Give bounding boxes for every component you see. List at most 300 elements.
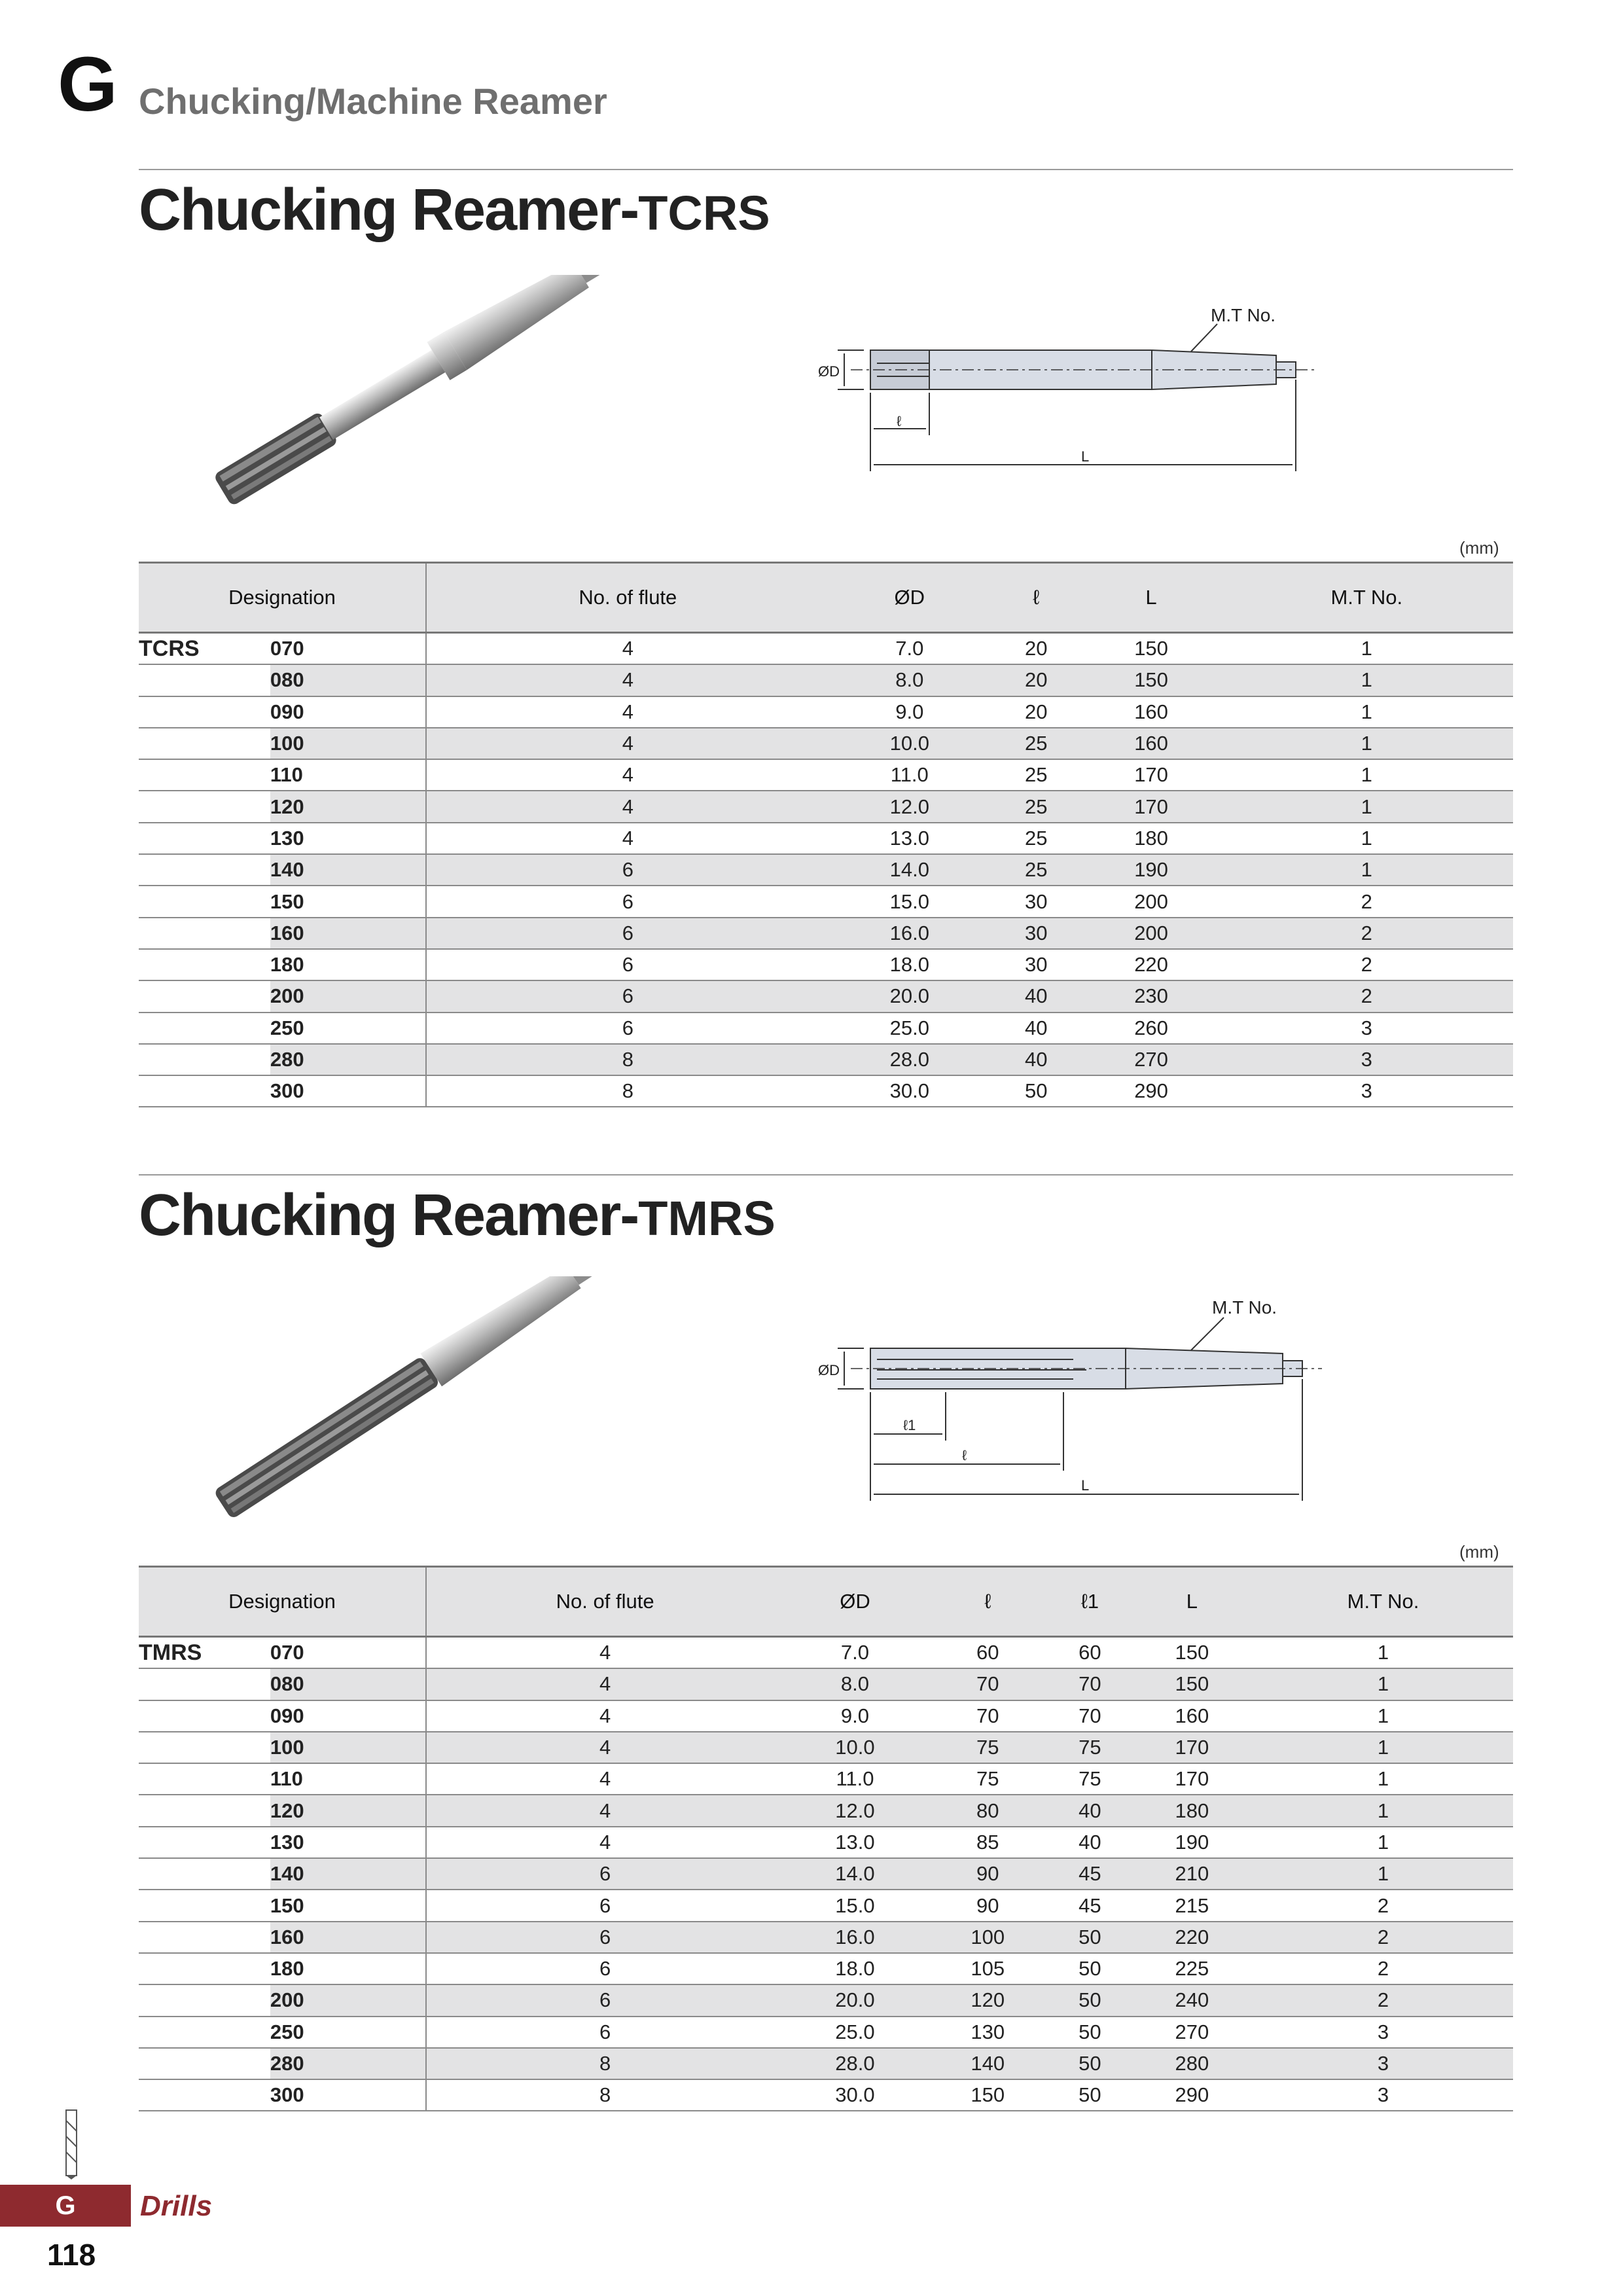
table-row (139, 2048, 1513, 2079)
table-row (139, 1858, 1513, 1890)
series-label (139, 1858, 270, 1890)
table-cell: 120 (927, 1984, 1049, 2016)
table-cell: 15.0 (835, 1893, 875, 1917)
table-row (139, 1732, 1513, 1763)
designation-code: 160 (270, 918, 426, 949)
table-cell: 105 (971, 1957, 1005, 1981)
series-label (139, 2017, 270, 2048)
table-cell: 4 (426, 664, 829, 696)
table-cell: 30.0 (889, 1079, 929, 1103)
table-cell: 4 (426, 1732, 783, 1763)
designation-code: 180 (270, 1953, 426, 1984)
table-cell: 18.0 (889, 953, 929, 977)
table-cell: 230 (1082, 980, 1221, 1012)
series-label (139, 949, 270, 980)
table-cell: 30 (1024, 889, 1048, 913)
footer-section-tab: G (0, 2185, 131, 2227)
table-row (139, 791, 1513, 822)
table-cell: 1 (1361, 700, 1372, 723)
table-row (139, 918, 1513, 949)
tmrs-col-flutes: No. of flute (426, 1567, 783, 1637)
table-cell: 2 (1361, 889, 1372, 913)
table-cell: 1 (1253, 1668, 1513, 1700)
table-cell: 2 (1377, 1893, 1389, 1917)
tmrs-title-main: Chucking Reamer- (139, 1183, 639, 1248)
tmrs-spec-table (139, 1566, 1513, 2111)
designation-code: 280 (270, 1044, 426, 1075)
table-cell: 4 (599, 1830, 611, 1854)
table-cell: 4 (426, 1795, 783, 1826)
tmrs-col-diameter: ØD (783, 1567, 926, 1637)
table-cell: 50 (1049, 2048, 1131, 2079)
table-cell: 9.0 (840, 1704, 870, 1727)
table-cell: 85 (976, 1830, 999, 1854)
table-cell: 6 (622, 953, 633, 977)
table-cell: 225 (1175, 1957, 1209, 1981)
series-label (139, 759, 270, 791)
tcrs-col-flutes: No. of flute (426, 563, 829, 633)
tmrs-diagram-l1-label: ℓ1 (903, 1417, 916, 1433)
table-cell: 215 (1175, 1893, 1209, 1917)
table-cell: 190 (1175, 1830, 1209, 1854)
table-cell: 240 (1131, 1984, 1253, 2016)
tcrs-diagram-l-label: ℓ (897, 413, 902, 429)
table-cell: 160 (1082, 728, 1221, 759)
tcrs-col-diameter: ØD (829, 563, 990, 633)
table-row (139, 728, 1513, 759)
designation-code: 180 (270, 949, 426, 980)
table-cell: 25.0 (889, 1016, 929, 1039)
table-cell: 1 (1361, 826, 1372, 850)
table-cell: 6 (426, 918, 829, 949)
table-cell: 70 (976, 1704, 999, 1727)
table-cell: 4 (622, 826, 633, 850)
table-cell: 6 (426, 1984, 783, 2016)
series-label (139, 1013, 270, 1044)
designation-code: 080 (270, 664, 426, 696)
table-cell: 1 (1377, 1641, 1389, 1664)
series-label (139, 1984, 270, 2016)
designation-code: 250 (270, 2017, 426, 2048)
table-cell: 270 (1082, 1044, 1221, 1075)
table-cell: 7.0 (895, 637, 924, 660)
table-cell: 75 (927, 1732, 1049, 1763)
table-cell: 45 (1049, 1858, 1131, 1890)
table-cell: 180 (1134, 826, 1168, 850)
table-row (139, 1984, 1513, 2016)
table-cell: 1 (1253, 1795, 1513, 1826)
table-cell: 20.0 (783, 1984, 926, 2016)
table-row (139, 1890, 1513, 1921)
tmrs-diagram-l-label: ℓ (962, 1447, 967, 1463)
table-cell: 13.0 (835, 1830, 875, 1854)
table-cell: 6 (599, 1893, 611, 1917)
table-cell: 130 (971, 2020, 1005, 2043)
designation-code: 070 (270, 633, 426, 665)
series-label (139, 2048, 270, 2079)
table-cell: 50 (1024, 1079, 1048, 1103)
table-cell: 40 (1079, 1830, 1101, 1854)
table-cell: 1 (1377, 1704, 1389, 1727)
table-row (139, 1827, 1513, 1858)
table-cell: 4 (599, 1767, 611, 1791)
table-cell: 8 (426, 2048, 783, 2079)
table-cell: 4 (599, 1704, 611, 1727)
table-cell: 1 (1377, 1830, 1389, 1854)
table-cell: 150 (1134, 637, 1168, 660)
table-cell: 270 (1175, 2020, 1209, 2043)
tmrs-col-mt-no: M.T No. (1253, 1567, 1513, 1637)
table-cell: 20 (1024, 700, 1048, 723)
table-row (139, 886, 1513, 917)
tcrs-dimension-diagram (812, 298, 1335, 478)
series-label (139, 1922, 270, 1953)
designation-code: 120 (270, 791, 426, 822)
table-cell: 40 (1049, 1795, 1131, 1826)
tcrs-col-mt-no: M.T No. (1221, 563, 1513, 633)
table-cell: 140 (927, 2048, 1049, 2079)
table-cell: 2 (1253, 1922, 1513, 1953)
tcrs-diagram-d-label: ØD (818, 363, 840, 380)
table-cell: 25 (990, 854, 1082, 886)
designation-code: 150 (270, 886, 426, 917)
table-cell: 2 (1377, 1957, 1389, 1981)
table-cell: 8.0 (783, 1668, 926, 1700)
table-cell: 4 (622, 700, 633, 723)
designation-code: 160 (270, 1922, 426, 1953)
designation-code: 100 (270, 1732, 426, 1763)
table-cell: 6 (599, 1957, 611, 1981)
page-number: 118 (47, 2238, 96, 2272)
series-label (139, 1732, 270, 1763)
table-cell: 200 (1082, 918, 1221, 949)
tmrs-title (139, 1182, 776, 1249)
table-cell: 75 (976, 1767, 999, 1791)
table-row (139, 1013, 1513, 1044)
table-row (139, 2017, 1513, 2048)
series-label (139, 823, 270, 854)
designation-code: 200 (270, 1984, 426, 2016)
table-cell: 170 (1082, 791, 1221, 822)
table-cell: 280 (1131, 2048, 1253, 2079)
series-label (139, 1795, 270, 1826)
table-cell: 13.0 (889, 826, 929, 850)
table-cell: 2 (1253, 1984, 1513, 2016)
table-cell: 2 (1221, 918, 1513, 949)
section-letter: G (58, 41, 118, 128)
table-cell: 45 (1079, 1893, 1101, 1917)
table-cell: 290 (1175, 2083, 1209, 2107)
designation-code: 130 (270, 823, 426, 854)
header-divider (139, 169, 1513, 170)
table-cell: 6 (599, 2020, 611, 2043)
table-cell: 20.0 (829, 980, 990, 1012)
series-label (139, 886, 270, 917)
tcrs-col-designation: Designation (139, 563, 426, 633)
table-cell: 14.0 (783, 1858, 926, 1890)
table-row (139, 1075, 1513, 1107)
table-cell: 2 (1361, 953, 1372, 977)
table-cell: 160 (1175, 1704, 1209, 1727)
tmrs-col-overall-length: L (1131, 1567, 1253, 1637)
table-row (139, 664, 1513, 696)
designation-code: 150 (270, 1890, 426, 1921)
table-row (139, 1637, 1513, 1669)
table-cell: 3 (1221, 1044, 1513, 1075)
series-label (139, 791, 270, 822)
table-cell: 260 (1134, 1016, 1168, 1039)
series-label: TMRS (139, 1637, 270, 1669)
table-cell: 1 (1253, 1858, 1513, 1890)
tmrs-product-image (196, 1276, 641, 1538)
table-row (139, 2079, 1513, 2111)
series-label (139, 1890, 270, 1921)
table-cell: 11.0 (890, 763, 929, 787)
table-row (139, 1795, 1513, 1826)
series-label (139, 2079, 270, 2111)
table-cell: 3 (1253, 2048, 1513, 2079)
table-row (139, 633, 1513, 665)
table-cell: 3 (1377, 2083, 1389, 2107)
table-cell: 15.0 (889, 889, 929, 913)
tmrs-col-designation: Designation (139, 1567, 426, 1637)
table-cell: 30 (1024, 953, 1048, 977)
tmrs-diagram-d-label: ØD (818, 1362, 840, 1378)
table-cell: 170 (1175, 1767, 1209, 1791)
table-cell: 60 (976, 1641, 999, 1664)
designation-code: 100 (270, 728, 426, 759)
table-row (139, 1668, 1513, 1700)
series-label (139, 1700, 270, 1732)
designation-code: 090 (270, 696, 426, 728)
tcrs-title-code: TCRS (638, 186, 770, 240)
table-cell: 2 (1221, 980, 1513, 1012)
series-label (139, 1953, 270, 1984)
table-cell: 40 (990, 980, 1082, 1012)
table-row (139, 1763, 1513, 1795)
table-cell: 50 (1079, 2083, 1101, 2107)
table-cell: 50 (1049, 1922, 1131, 1953)
table-cell: 150 (1175, 1641, 1209, 1664)
table-row (139, 854, 1513, 886)
table-cell: 10.0 (783, 1732, 926, 1763)
designation-code: 130 (270, 1827, 426, 1858)
table-cell: 25 (1024, 826, 1048, 850)
table-cell: 6 (426, 1858, 783, 1890)
table-cell: 90 (976, 1893, 999, 1917)
table-cell: 4 (622, 763, 633, 787)
table-cell: 20 (1024, 637, 1048, 660)
tcrs-col-flute-length: ℓ (990, 563, 1082, 633)
table-row (139, 1700, 1513, 1732)
series-label (139, 1668, 270, 1700)
table-cell: 4 (599, 1641, 611, 1664)
table-cell: 25 (1024, 763, 1048, 787)
designation-code: 280 (270, 2048, 426, 2079)
tcrs-product-image (196, 275, 641, 524)
series-label (139, 1044, 270, 1075)
table-cell: 40 (1024, 1016, 1048, 1039)
designation-code: 200 (270, 980, 426, 1012)
table-cell: 40 (990, 1044, 1082, 1075)
table-cell: 18.0 (835, 1957, 875, 1981)
series-label (139, 854, 270, 886)
designation-code: 080 (270, 1668, 426, 1700)
table-cell: 75 (1049, 1732, 1131, 1763)
table-cell: 150 (1082, 664, 1221, 696)
table-cell: 290 (1134, 1079, 1168, 1103)
table-row (139, 1953, 1513, 1984)
table-cell: 160 (1134, 700, 1168, 723)
table-cell: 12.0 (783, 1795, 926, 1826)
table-cell: 220 (1131, 1922, 1253, 1953)
table-cell: 4 (622, 637, 633, 660)
table-cell: 8 (622, 1079, 633, 1103)
series-label (139, 980, 270, 1012)
designation-code: 300 (270, 1075, 426, 1107)
designation-code: 110 (270, 1763, 426, 1795)
table-cell: 16.0 (829, 918, 990, 949)
table-cell: 1 (1221, 854, 1513, 886)
tmrs-unit-label: (mm) (1459, 1542, 1499, 1562)
table-cell: 16.0 (783, 1922, 926, 1953)
designation-code: 090 (270, 1700, 426, 1732)
tmrs-title-code: TMRS (638, 1191, 776, 1246)
tcrs-col-overall-length: L (1082, 563, 1221, 633)
tcrs-header-row (139, 563, 1513, 633)
designation-code: 110 (270, 759, 426, 791)
table-cell: 170 (1131, 1732, 1253, 1763)
tmrs-header-row (139, 1567, 1513, 1637)
table-row (139, 759, 1513, 791)
tcrs-unit-label: (mm) (1459, 538, 1499, 558)
series-label (139, 1827, 270, 1858)
table-cell: 70 (927, 1668, 1049, 1700)
series-label (139, 664, 270, 696)
tmrs-diagram-big-l-label: L (1081, 1477, 1090, 1494)
table-cell: 20 (990, 664, 1082, 696)
table-cell: 4 (426, 791, 829, 822)
table-cell: 30.0 (835, 2083, 875, 2107)
designation-code: 300 (270, 2079, 426, 2111)
table-cell: 8.0 (829, 664, 990, 696)
table-cell: 80 (927, 1795, 1049, 1826)
table-cell: 3 (1361, 1016, 1372, 1039)
chapter-title: Chucking/Machine Reamer (139, 81, 607, 122)
designation-code: 070 (270, 1637, 426, 1669)
table-row (139, 980, 1513, 1012)
tmrs-col-flute-length-1: ℓ1 (1049, 1567, 1131, 1637)
tcrs-diagram-big-l-label: L (1081, 448, 1090, 465)
table-cell: 28.0 (829, 1044, 990, 1075)
table-cell: 12.0 (829, 791, 990, 822)
table-cell: 150 (971, 2083, 1005, 2107)
table-cell: 190 (1082, 854, 1221, 886)
tcrs-diagram-mt-label: M.T No. (1211, 305, 1276, 325)
table-cell: 3 (1377, 2020, 1389, 2043)
table-cell: 9.0 (895, 700, 924, 723)
tmrs-dimension-diagram (812, 1293, 1348, 1509)
table-cell: 180 (1131, 1795, 1253, 1826)
table-cell: 25 (990, 728, 1082, 759)
table-cell: 8 (599, 2083, 611, 2107)
table-cell: 3 (1361, 1079, 1372, 1103)
tmrs-diagram-mt-label: M.T No. (1212, 1297, 1277, 1318)
table-cell: 1 (1221, 791, 1513, 822)
table-cell: 6 (426, 1922, 783, 1953)
series-label (139, 696, 270, 728)
table-cell: 6 (426, 854, 829, 886)
tcrs-title (139, 177, 770, 244)
table-cell: 14.0 (829, 854, 990, 886)
table-cell: 1 (1221, 664, 1513, 696)
designation-code: 140 (270, 854, 426, 886)
table-cell: 75 (1079, 1767, 1101, 1791)
series-label (139, 1763, 270, 1795)
table-cell: 210 (1131, 1858, 1253, 1890)
table-cell: 100 (927, 1922, 1049, 1953)
footer-section-name: Drills (140, 2190, 213, 2222)
table-cell: 25 (990, 791, 1082, 822)
table-cell: 150 (1131, 1668, 1253, 1700)
designation-code: 250 (270, 1013, 426, 1044)
table-cell: 8 (426, 1044, 829, 1075)
drill-icon (64, 2108, 79, 2179)
table-row (139, 696, 1513, 728)
table-cell: 7.0 (840, 1641, 870, 1664)
table-cell: 60 (1079, 1641, 1101, 1664)
table-cell: 6 (622, 1016, 633, 1039)
tcrs-title-main: Chucking Reamer- (139, 177, 639, 243)
table-cell: 10.0 (829, 728, 990, 759)
tmrs-col-flute-length: ℓ (927, 1567, 1049, 1637)
table-cell: 200 (1134, 889, 1168, 913)
table-cell: 50 (1049, 1984, 1131, 2016)
table-cell: 28.0 (783, 2048, 926, 2079)
table-cell: 1 (1361, 637, 1372, 660)
table-row (139, 1922, 1513, 1953)
table-cell: 50 (1079, 1957, 1101, 1981)
series-label (139, 918, 270, 949)
series-label: TCRS (139, 633, 270, 665)
table-cell: 25.0 (835, 2020, 875, 2043)
table-row (139, 1044, 1513, 1075)
table-cell: 1 (1377, 1767, 1389, 1791)
section-divider (139, 1174, 1513, 1175)
table-row (139, 949, 1513, 980)
table-cell: 1 (1221, 728, 1513, 759)
table-cell: 90 (927, 1858, 1049, 1890)
table-cell: 4 (426, 728, 829, 759)
table-cell: 30 (990, 918, 1082, 949)
table-cell: 70 (1079, 1704, 1101, 1727)
table-cell: 50 (1079, 2020, 1101, 2043)
table-row (139, 823, 1513, 854)
series-label (139, 728, 270, 759)
designation-code: 140 (270, 1858, 426, 1890)
table-cell: 6 (622, 889, 633, 913)
table-cell: 220 (1134, 953, 1168, 977)
table-cell: 1 (1253, 1732, 1513, 1763)
designation-code: 120 (270, 1795, 426, 1826)
tcrs-spec-table (139, 562, 1513, 1107)
table-cell: 4 (426, 1668, 783, 1700)
series-label (139, 1075, 270, 1107)
table-cell: 6 (426, 980, 829, 1012)
table-cell: 70 (1049, 1668, 1131, 1700)
table-cell: 11.0 (836, 1767, 874, 1791)
table-cell: 170 (1134, 763, 1168, 787)
